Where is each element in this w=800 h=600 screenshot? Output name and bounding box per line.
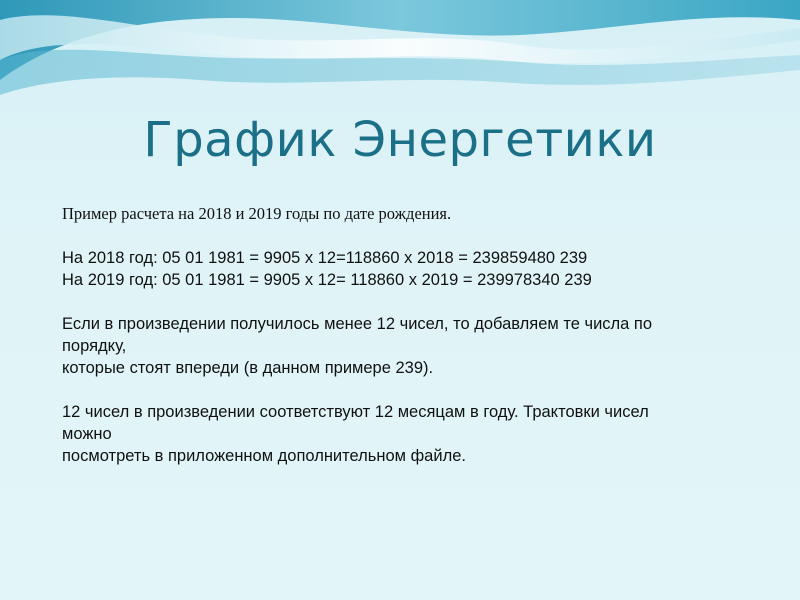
- paragraph-1-line-3: которые стоят впереди (в данном примере 239).: [62, 359, 434, 377]
- calc-2018-prefix: На: [62, 249, 88, 267]
- intro-text: Пример расчета на 2018 и 2019 годы по дате рождения.: [62, 204, 452, 223]
- calc-line-2019: [62, 269, 782, 291]
- paragraph-2-line-1: 12 чисел в произведении соответствуют 12 месяцам в году. Трактовки чисел: [62, 403, 649, 421]
- page-title: График Энергетики: [143, 112, 657, 168]
- paragraph-1-line-1: Если в произведении получилось менее 12 чисел, то добавляем те числа по: [62, 315, 653, 333]
- calc-line-2018: [62, 247, 782, 269]
- calc-2019-rest: 2019 год: 05 01 1981 = 9905 x 12= 118860 x 2019 = 239978340 239: [87, 271, 592, 289]
- wave-header-decoration: [0, 0, 800, 110]
- paragraph-1-line-2: порядку,: [62, 337, 127, 355]
- slide-body: [62, 203, 782, 467]
- calc-2019-prefix: На: [62, 271, 88, 289]
- spacer: [62, 379, 782, 401]
- wave-mid: [0, 50, 800, 95]
- paragraph-2-line-3: посмотреть в приложенном дополнительном файле.: [62, 447, 466, 465]
- spacer: [62, 291, 782, 313]
- spacer: [62, 225, 782, 247]
- calc-2018-rest: 2018 год: 05 01 1981 = 9905 x 12=118860 x 2018 = 239859480 239: [87, 249, 588, 267]
- paragraph-2-line-2: можно: [62, 425, 112, 443]
